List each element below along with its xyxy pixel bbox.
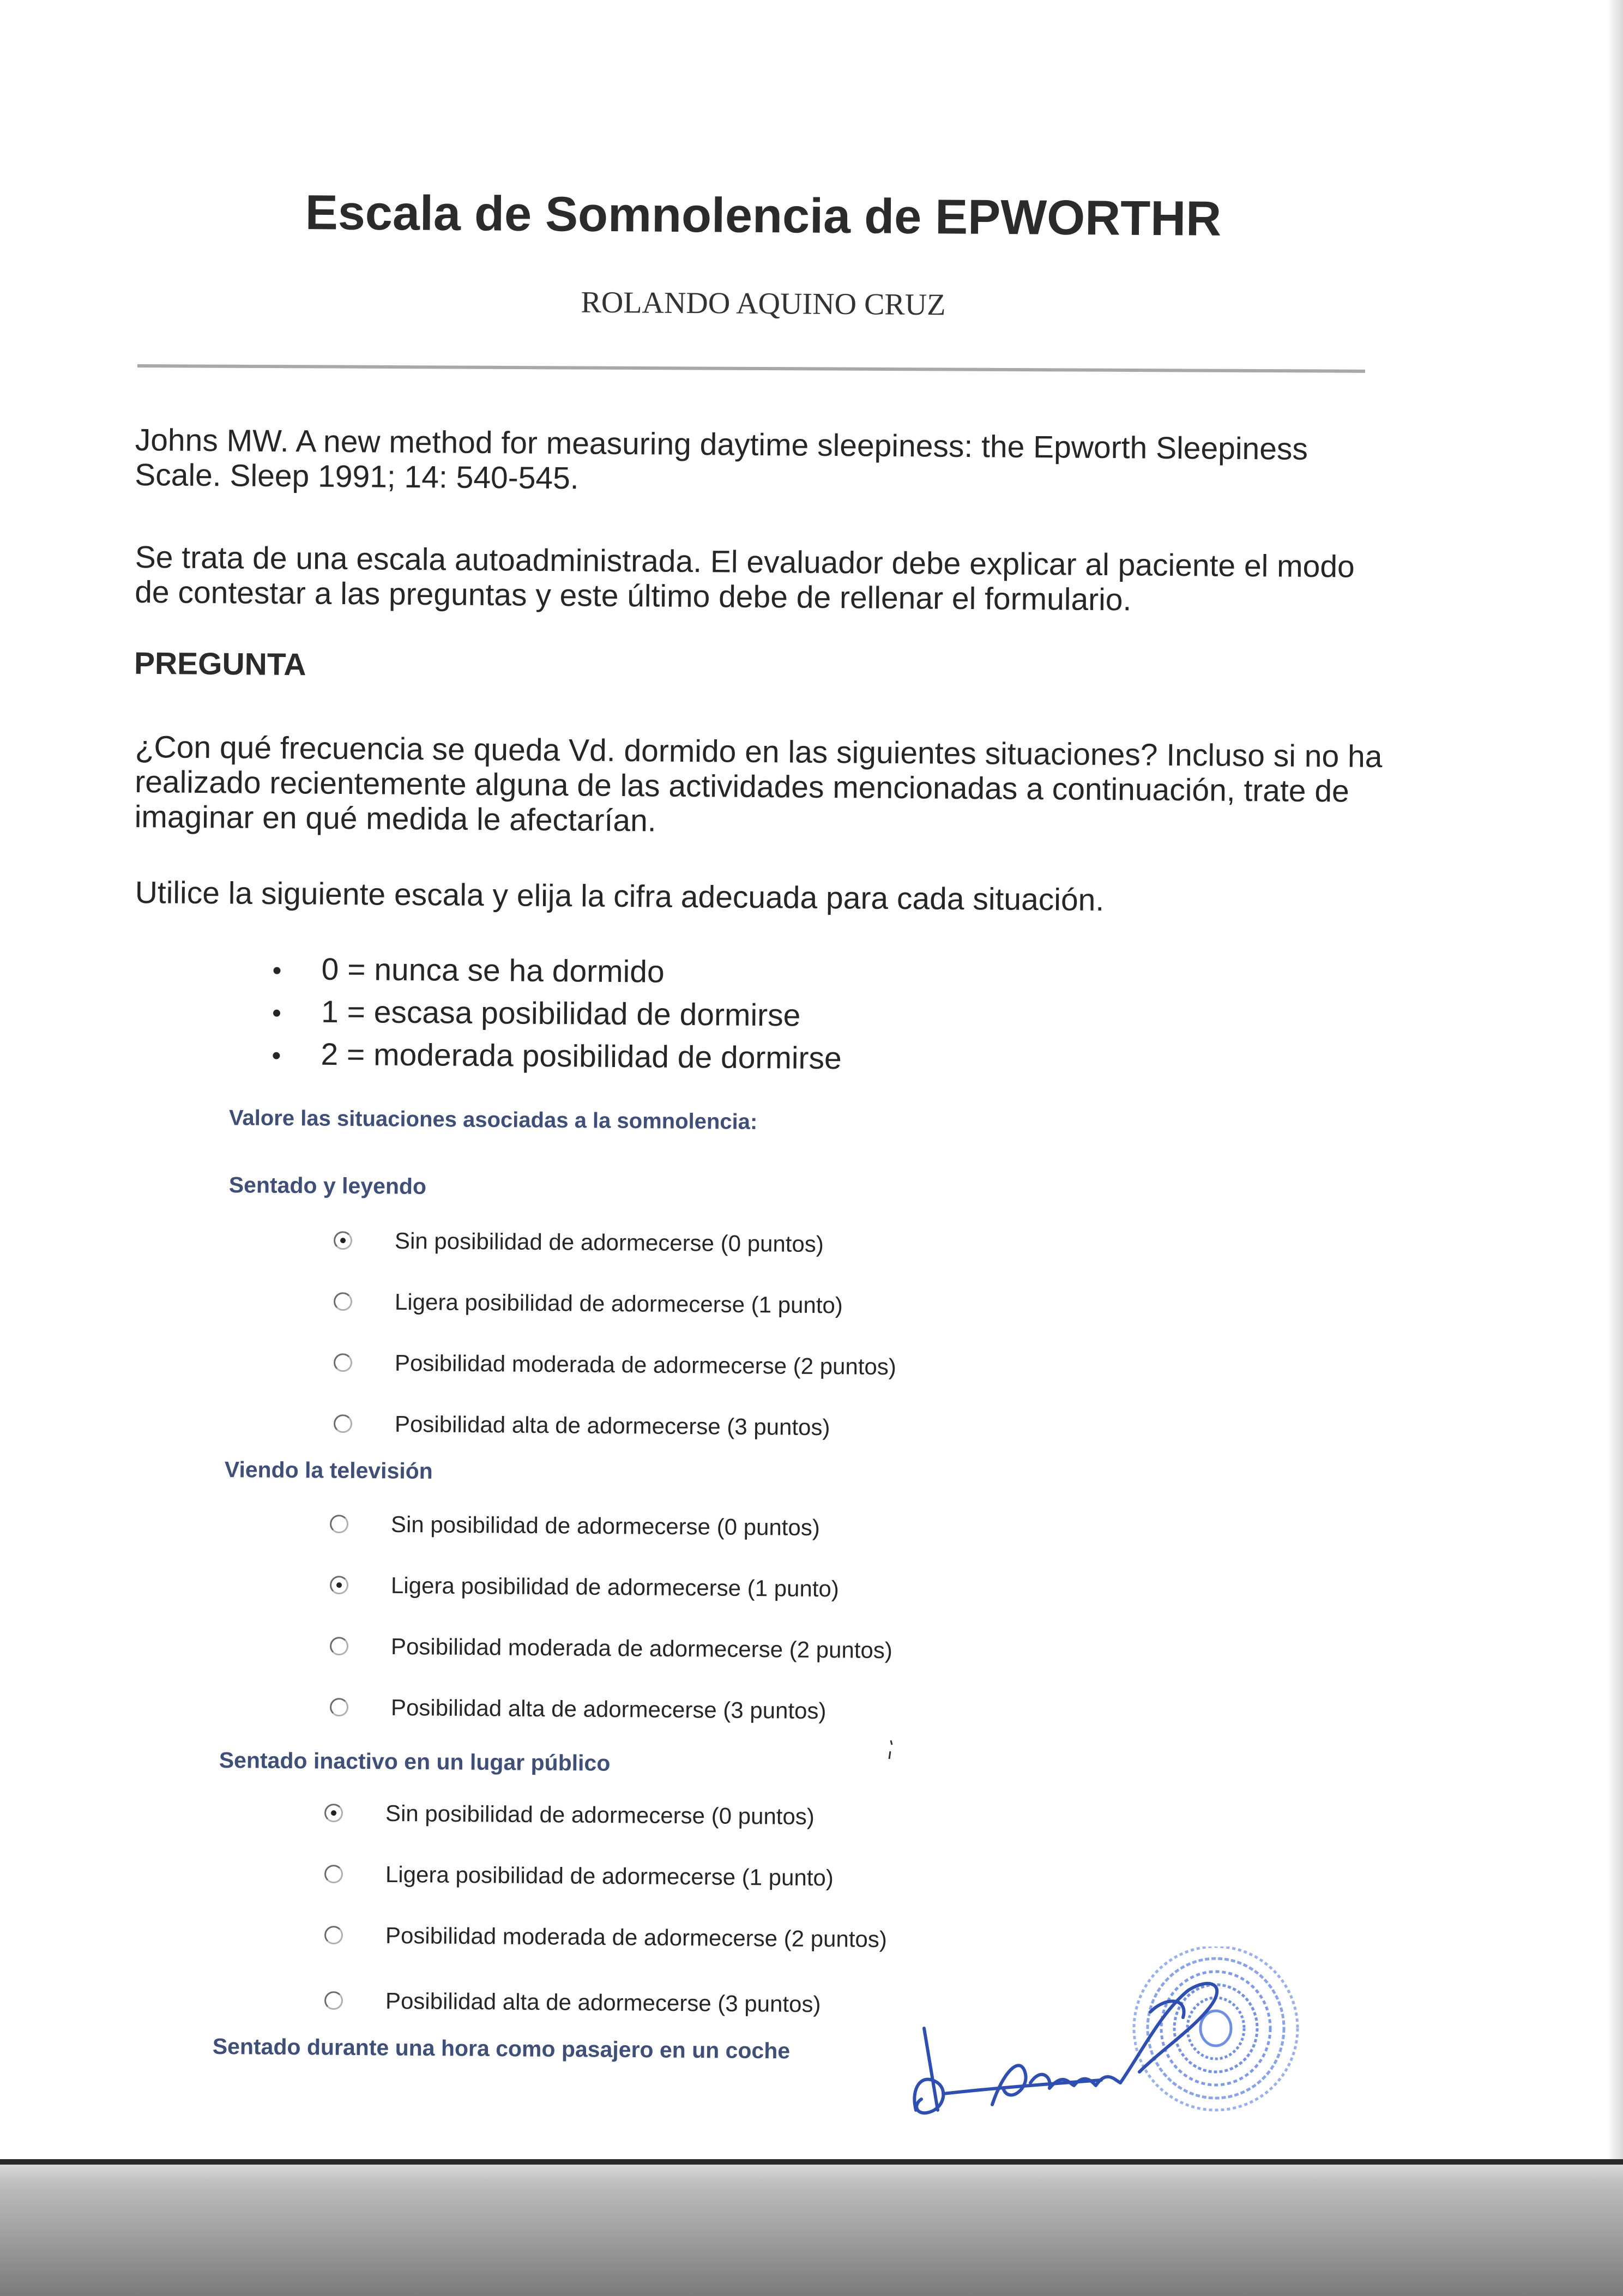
scale-item: • 2 = moderada posibilidad de dormirse	[271, 1034, 842, 1081]
radio-unchecked-icon[interactable]	[324, 1865, 343, 1883]
fingerprint-icon	[1134, 1947, 1298, 2110]
radio-option-label: Sin posibilidad de adormecerse (0 puntos)	[385, 1800, 814, 1830]
radio-unchecked-icon[interactable]	[324, 1991, 343, 2010]
radio-option-label: Ligera posibilidad de adormecerse (1 punto)	[390, 1572, 840, 1602]
form-prompt: Valore las situaciones asociadas a la somnolencia:	[228, 1106, 758, 1134]
question-heading: PREGUNTA	[134, 646, 306, 683]
radio-option-label: Sin posibilidad de adormecerse (0 puntos)	[394, 1227, 824, 1257]
scale-item: • 0 = nunca se ha dormido	[272, 949, 842, 996]
radio-unchecked-icon[interactable]	[330, 1515, 348, 1533]
radio-unchecked-icon[interactable]	[334, 1292, 352, 1311]
radio-option-label: Ligera posibilidad de adormecerse (1 punto)	[394, 1288, 843, 1318]
radio-option-label: Posibilidad moderada de adormecerse (2 puntos)	[394, 1349, 897, 1380]
instructions-paragraph: Se trata de una escala autoadministrada. El evaluador debe explicar al paciente el modo de contestar a las preguntas y este último debe de rellenar el formulario.	[134, 540, 1355, 618]
signature-with-fingerprint	[905, 1947, 1319, 2121]
radio-option-label: Ligera posibilidad de adormecerse (1 punto)	[385, 1861, 834, 1891]
radio-option-label: Posibilidad alta de adormecerse (3 puntos)	[390, 1694, 826, 1724]
radio-unchecked-icon[interactable]	[330, 1698, 348, 1716]
ink-speck	[888, 1739, 894, 1761]
handwritten-signature	[914, 1984, 1217, 2113]
radio-option-label: Posibilidad moderada de adormecerse (2 puntos)	[390, 1633, 893, 1664]
scanner-background	[0, 2165, 1623, 2296]
reference-paragraph: Johns MW. A new method for measuring daytime sleepiness: the Epworth Sleepiness Scale. Sleep 1991; 14: 540-545.	[134, 423, 1308, 496]
document-author: ROLANDO AQUINO CRUZ	[581, 285, 946, 322]
scale-intro-paragraph: Utilice la siguiente escala y elija la cifra adecuada para cada situación.	[135, 875, 1105, 918]
radio-checked-icon[interactable]	[330, 1576, 348, 1594]
question-title: Sentado inactivo en un lugar público	[219, 1747, 611, 1776]
question-title: Sentado durante una hora como pasajero en un coche	[212, 2034, 791, 2064]
question-title: Viendo la televisión	[224, 1457, 433, 1484]
page-edge-shadow	[1607, 0, 1623, 2296]
scale-item: • 1 = escasa posibilidad de dormirse	[272, 991, 842, 1038]
question-title: Sentado y leyendo	[228, 1172, 427, 1199]
radio-checked-icon[interactable]	[324, 1804, 343, 1822]
radio-unchecked-icon[interactable]	[324, 1926, 343, 1944]
document-title: Escala de Somnolencia de EPWORTHR	[305, 185, 1222, 246]
question-paragraph: ¿Con qué frecuencia se queda Vd. dormido en las siguientes situaciones? Incluso si no ha realizado recientemente alguna de las actividades mencionadas a continuación, trate de imaginar en qué medida le afectarían.	[134, 730, 1383, 839]
radio-option-label: Sin posibilidad de adormecerse (0 puntos)	[390, 1511, 820, 1541]
radio-option-label: Posibilidad alta de adormecerse (3 puntos)	[385, 1987, 821, 2017]
radio-option-label: Posibilidad moderada de adormecerse (2 puntos)	[385, 1922, 888, 1952]
radio-unchecked-icon[interactable]	[334, 1414, 352, 1433]
radio-unchecked-icon[interactable]	[334, 1353, 352, 1372]
radio-unchecked-icon[interactable]	[330, 1637, 348, 1655]
radio-checked-icon[interactable]	[334, 1231, 352, 1250]
radio-option-label: Posibilidad alta de adormecerse (3 puntos)	[394, 1411, 830, 1441]
